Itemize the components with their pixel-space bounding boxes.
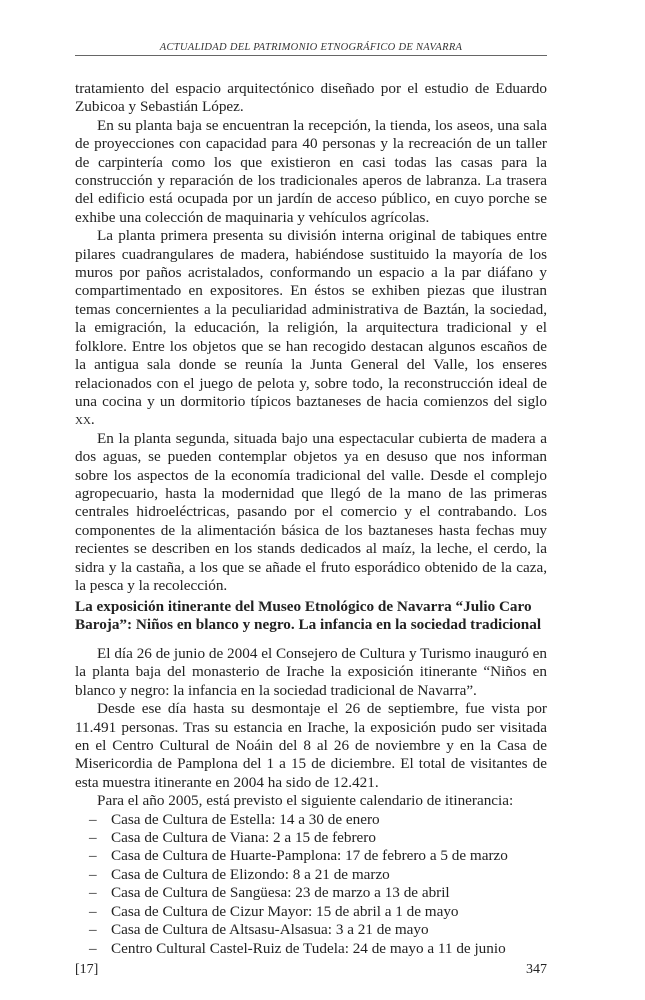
paragraph: Para el año 2005, está previsto el siguiente calendario de itinerancia: (97, 792, 514, 810)
dash: – (89, 810, 97, 828)
itinerary-item (89, 903, 547, 921)
itinerary-item (89, 884, 547, 902)
itinerary-item-text: Casa de Cultura de Cizur Mayor: 15 de abril a 1 de mayo (111, 902, 459, 920)
itinerary-item (89, 921, 547, 939)
dash: – (89, 921, 97, 939)
paragraph: El día 26 de junio de 2004 el Consejero de Cultura y Turismo inauguró en la planta baja del monasterio de Irache la exposición itinerante “Niños en blanco y negro: la infancia en la sociedad tradicional de Navarra”. (75, 645, 547, 699)
dash: – (89, 939, 97, 957)
itinerary-list (75, 811, 547, 958)
paragraph (75, 227, 547, 429)
paragraph-text: La planta primera presenta su división interna original de tabiques entre pilares cuadrangulares de madera, habiéndose sustituido la mayoría de los muros por paños acristalados, conformando un espacio a la par diáfano y compartimentado en expositores. En éstos se exhiben piezas que ilustran temas concernientes a la peculiaridad administrativa de Baztán, la sociedad, la emigración, la educación, la religión, la arquitectura tradicional y el folklore. Entre los objetos que se han recogido destacan algunos escaños de la antigua sala donde se reunía la Junta General del Valle, los enseres relacionados con el juego de pelota y, sobre todo, la reconstrucción ideal de una cocina y un dormitorio típicos baztaneses de hacia comienzos del siglo (75, 227, 547, 410)
dash: – (89, 847, 97, 865)
paragraph: En su planta baja se encuentran la recepción, la tienda, los aseos, una sala de proyecciones con capacidad para 40 personas y la recreación de un taller de carpintería como los que existieron en casi todas las casas para la construcción y reparación de los tradicionales aperos de labranza. La trasera del edificio está ocupada por un jardín de acceso público, en cuyo porche se exhibe una colección de maquinaria y vehículos agrícolas. (75, 116, 547, 226)
itinerary-item (89, 847, 547, 865)
paragraph-end: . (90, 411, 95, 429)
itinerary-item (89, 940, 547, 958)
itinerary-item-text: Casa de Cultura de Sangüesa: 23 de marzo a 13 de abril (111, 884, 450, 902)
century-numeral: xx (75, 411, 91, 429)
body-text (75, 80, 547, 595)
itinerary-item-text: Centro Cultural Castel-Ruiz de Tudela: 24 de mayo a 11 de junio (111, 939, 506, 957)
paragraph: tratamiento del espacio arquitectónico diseñado por el estudio de Eduardo Zubicoa y Sebastián López. (75, 80, 547, 116)
itinerary-item (89, 829, 547, 847)
paragraph: En la planta segunda, situada bajo una espectacular cubierta de madera a dos aguas, se pueden contemplar objetos ya en desuso que nos informan sobre los aspectos de la economía tradicional del valle. Desde el complejo agropecuario, hasta la modernidad que llegó de la mano de las primeras centrales hidroeléctricas, pasando por el comercio y el contrabando. Los componentes de la alimentación básica de los baztaneses hasta fechas muy recientes se describen en los stands dedicados al maíz, la leche, el cerdo, la sidra y la castaña, a los que se añade el fruto esporádico obtenido de la caza, la pesca y la recolección. (75, 429, 547, 594)
section-text (75, 645, 547, 958)
itinerary-item-text: Casa de Cultura de Altsasu-Alsasua: 3 a 21 de mayo (111, 921, 429, 939)
dash: – (89, 902, 97, 920)
page-number: 347 (526, 962, 547, 977)
itinerary-item-text: Casa de Cultura de Viana: 2 a 15 de febrero (111, 829, 376, 847)
dash: – (89, 884, 97, 902)
itinerary-item-text: Casa de Cultura de Elizondo: 8 a 21 de marzo (111, 865, 390, 883)
paragraph: Desde ese día hasta su desmontaje el 26 de septiembre, fue vista por 11.491 personas. Tras su estancia en Irache, la exposición pudo ser visitada en el Centro Cultural de Noáin del 8 al 26 de noviembre y en la Casa de Misericordia de Pamplona del 1 a 15 de diciembre. El total de visitantes de esta muestra itinerante en 2004 ha sido de 12.421. (75, 700, 547, 791)
itinerary-item (89, 866, 547, 884)
dash: – (89, 865, 97, 883)
dash: – (89, 829, 97, 847)
itinerary-item (89, 811, 547, 829)
running-header: ACTUALIDAD DEL PATRIMONIO ETNOGRÁFICO DE NAVARRA (75, 42, 547, 56)
itinerary-item-text: Casa de Cultura de Estella: 14 a 30 de enero (111, 810, 380, 828)
footer-reference: [17] (75, 962, 99, 977)
section-heading: La exposición itinerante del Museo Etnológico de Navarra “Julio Caro Baroja”: Niños en blanco y negro. La infancia en la sociedad tradicional (75, 598, 542, 634)
itinerary-item-text: Casa de Cultura de Huarte-Pamplona: 17 de febrero a 5 de marzo (111, 847, 508, 865)
